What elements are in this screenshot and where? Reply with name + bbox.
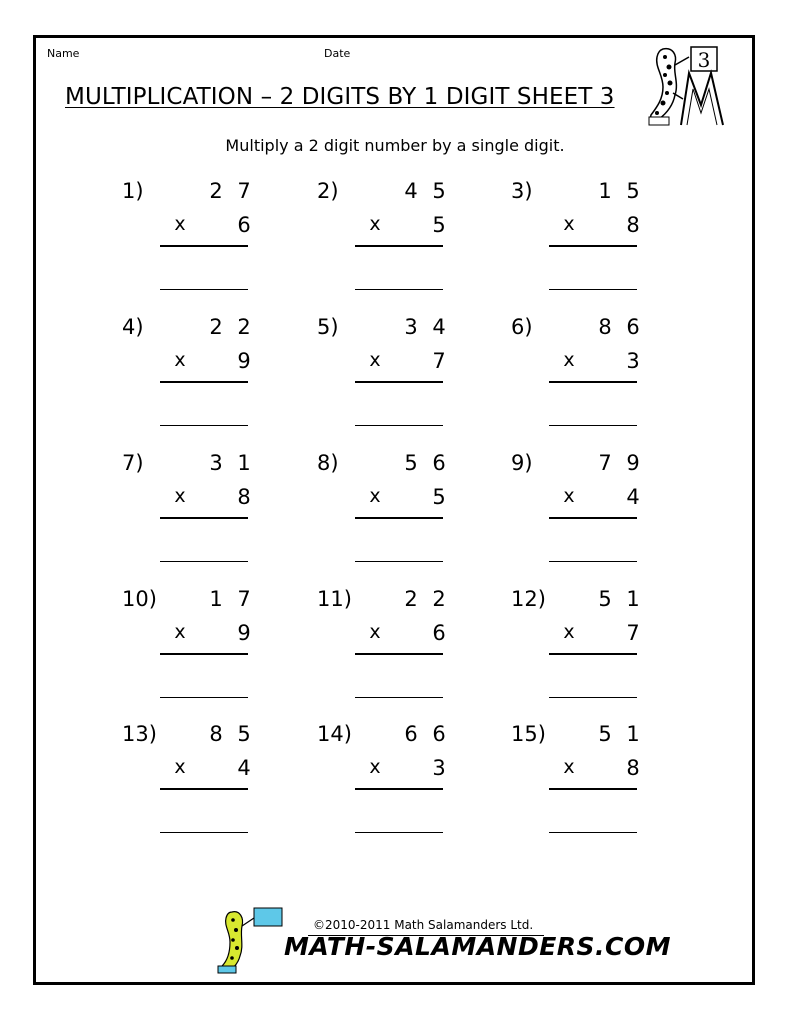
multiplier-digit: 6 [237,213,251,237]
tens-digit: 1 [209,587,223,611]
logo-grade-number: 3 [697,48,711,72]
problem-number: 14) [317,722,352,746]
multiply-sign: x [563,485,575,507]
product-line [549,653,637,655]
multiply-sign: x [369,213,381,235]
ones-digit: 6 [626,315,640,339]
answer-line [549,561,637,562]
multiply-sign: x [563,621,575,643]
problem-5 [317,315,457,425]
problem-7 [122,451,262,561]
multiplier-digit: 3 [626,349,640,373]
product-line [160,788,248,790]
ones-digit: 5 [432,179,446,203]
product-line [355,517,443,519]
problem-4 [122,315,262,425]
problem-number: 5) [317,315,339,339]
multiply-sign: x [174,349,186,371]
problem-number: 2) [317,179,339,203]
multiply-sign: x [174,621,186,643]
product-line [355,381,443,383]
answer-line [355,425,443,426]
multiply-sign: x [174,485,186,507]
problem-number: 8) [317,451,339,475]
problem-9 [511,451,651,561]
problem-1 [122,179,262,289]
answer-line [549,425,637,426]
tens-digit: 2 [404,587,418,611]
multiplier-digit: 5 [432,213,446,237]
product-line [549,245,637,247]
multiply-sign: x [563,756,575,778]
tens-digit: 8 [209,722,223,746]
product-line [355,788,443,790]
problem-number: 7) [122,451,144,475]
problem-8 [317,451,457,561]
ones-digit: 9 [626,451,640,475]
tens-digit: 2 [209,315,223,339]
ones-digit: 7 [237,587,251,611]
multiply-sign: x [563,349,575,371]
problem-number: 11) [317,587,352,611]
answer-line [160,832,248,833]
multiplier-digit: 8 [626,213,640,237]
multiplier-digit: 3 [432,756,446,780]
multiplier-digit: 7 [432,349,446,373]
product-line [549,788,637,790]
tens-digit: 2 [209,179,223,203]
answer-line [355,561,443,562]
problem-14 [317,722,457,832]
salamander-grade-board-icon [643,43,733,128]
multiplier-digit: 5 [432,485,446,509]
product-line [355,653,443,655]
name-label: Name [47,47,80,60]
ones-digit: 4 [432,315,446,339]
tens-digit: 8 [598,315,612,339]
problem-2 [317,179,457,289]
problem-6 [511,315,651,425]
problem-13 [122,722,262,832]
problem-11 [317,587,457,697]
answer-line [549,832,637,833]
ones-digit: 5 [626,179,640,203]
multiplier-digit: 4 [237,756,251,780]
problem-number: 9) [511,451,533,475]
multiply-sign: x [369,621,381,643]
product-line [160,517,248,519]
problem-number: 1) [122,179,144,203]
multiply-sign: x [563,213,575,235]
problem-number: 6) [511,315,533,339]
multiplier-digit: 8 [237,485,251,509]
multiplier-digit: 9 [237,621,251,645]
problem-15 [511,722,651,832]
multiplier-digit: 9 [237,349,251,373]
ones-digit: 1 [626,587,640,611]
site-name: MATH-SALAMANDERS.COM [284,932,672,961]
multiplier-digit: 8 [626,756,640,780]
problem-number: 10) [122,587,157,611]
multiplier-digit: 7 [626,621,640,645]
multiply-sign: x [369,485,381,507]
product-line [160,653,248,655]
multiplier-digit: 4 [626,485,640,509]
answer-line [160,561,248,562]
answer-line [160,697,248,698]
date-label: Date [324,47,351,60]
tens-digit: 7 [598,451,612,475]
problem-number: 15) [511,722,546,746]
ones-digit: 5 [237,722,251,746]
ones-digit: 2 [432,587,446,611]
copyright-text: ©2010-2011 Math Salamanders Ltd. [313,918,534,932]
ones-digit: 6 [432,722,446,746]
page-title: MULTIPLICATION – 2 DIGITS BY 1 DIGIT SHEET 3 [65,84,615,110]
tens-digit: 5 [404,451,418,475]
answer-line [355,832,443,833]
product-line [160,381,248,383]
salamander-mascot-icon [214,904,294,976]
ones-digit: 7 [237,179,251,203]
ones-digit: 1 [237,451,251,475]
multiply-sign: x [174,213,186,235]
multiplier-digit: 6 [432,621,446,645]
problem-number: 13) [122,722,157,746]
answer-line [549,697,637,698]
multiply-sign: x [369,756,381,778]
multiply-sign: x [174,756,186,778]
instructions: Multiply a 2 digit number by a single digit. [225,136,565,155]
answer-line [355,289,443,290]
problem-3 [511,179,651,289]
tens-digit: 3 [209,451,223,475]
tens-digit: 1 [598,179,612,203]
answer-line [160,289,248,290]
answer-line [160,425,248,426]
product-line [549,517,637,519]
problem-number: 3) [511,179,533,203]
problem-number: 12) [511,587,546,611]
product-line [355,245,443,247]
problem-number: 4) [122,315,144,339]
ones-digit: 1 [626,722,640,746]
tens-digit: 6 [404,722,418,746]
ones-digit: 6 [432,451,446,475]
ones-digit: 2 [237,315,251,339]
tens-digit: 5 [598,587,612,611]
answer-line [355,697,443,698]
multiply-sign: x [369,349,381,371]
tens-digit: 5 [598,722,612,746]
product-line [160,245,248,247]
problem-10 [122,587,262,697]
tens-digit: 3 [404,315,418,339]
answer-line [549,289,637,290]
tens-digit: 4 [404,179,418,203]
product-line [549,381,637,383]
problem-12 [511,587,651,697]
